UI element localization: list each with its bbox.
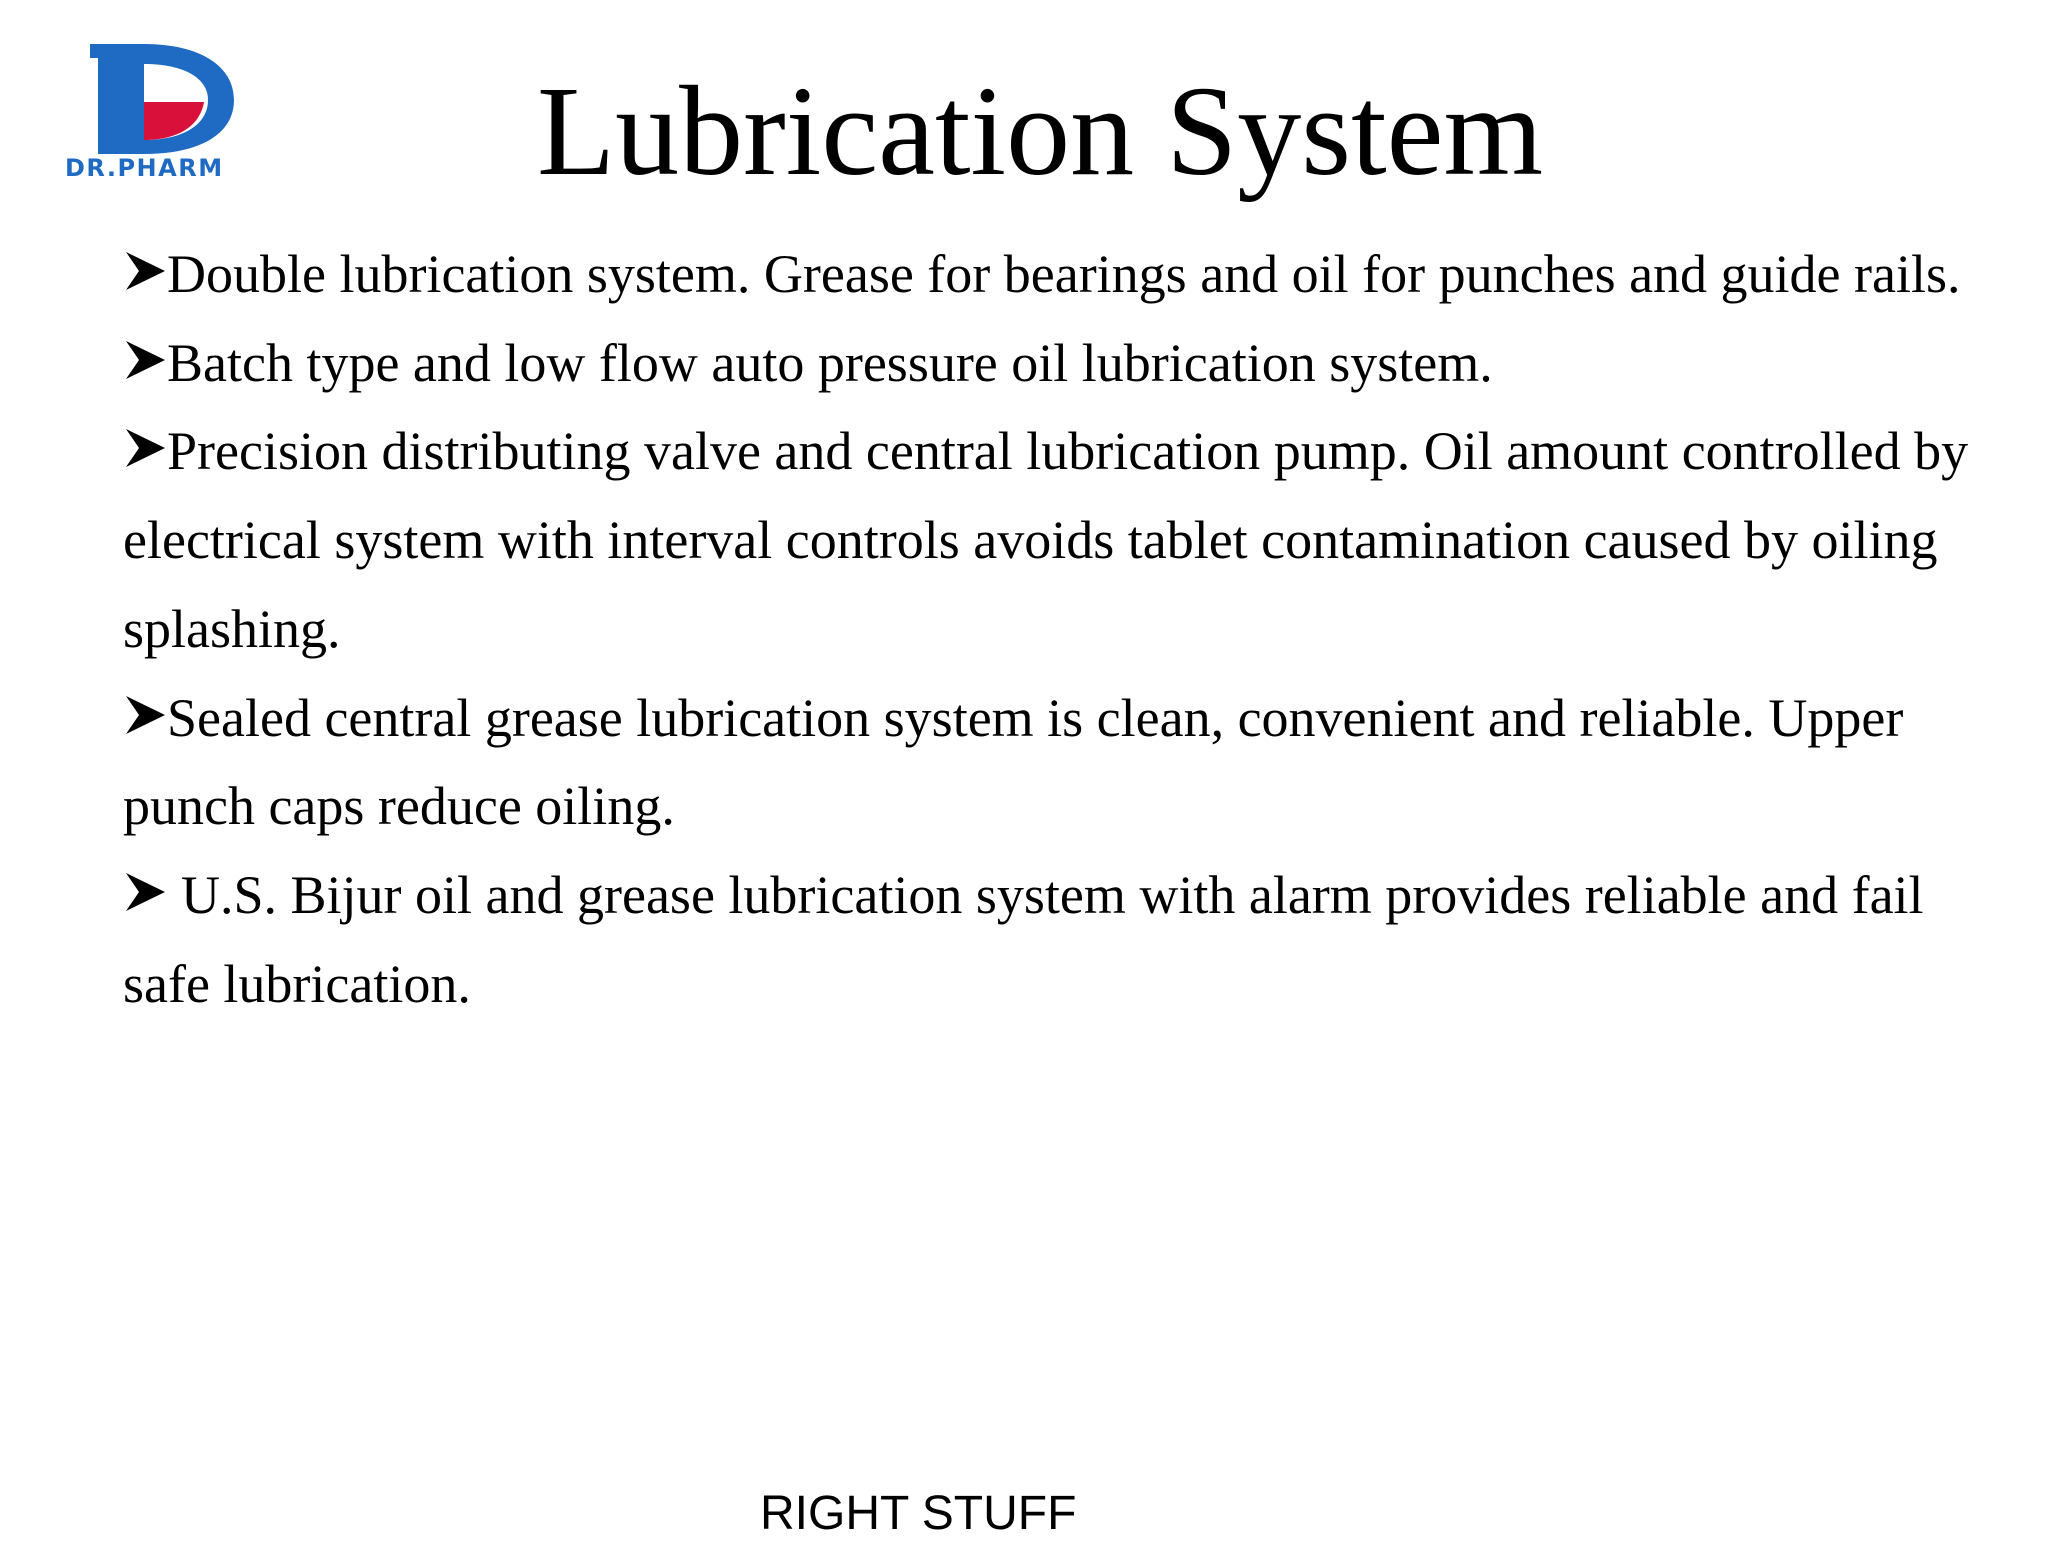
arrowhead-bullet-icon <box>123 425 167 471</box>
slide-title: Lubrication System <box>536 60 1544 202</box>
bullet-item <box>123 230 2003 319</box>
bullet-item <box>123 674 2003 851</box>
bullet-item <box>123 319 2003 408</box>
bullet-text: Batch type and low flow auto pressure oil lubrication system. <box>167 332 1493 393</box>
logo-brand-text: DR.PHARM <box>65 154 224 182</box>
arrowhead-bullet-icon <box>123 337 167 383</box>
footer-text: RIGHT STUFF <box>760 1487 1077 1540</box>
dr-pharm-logo <box>62 36 262 186</box>
bullet-item <box>123 407 2003 673</box>
bullet-text: Double lubrication system. Grease for bearings and oil for punches and guide rails. <box>167 244 1961 304</box>
bullet-list <box>123 230 2003 1028</box>
bullet-text: Sealed central grease lubrication system is clean, convenient and reliable. Upper punch caps reduce oiling. <box>123 687 1904 837</box>
arrowhead-bullet-icon <box>123 869 167 915</box>
bullet-text: U.S. Bijur oil and grease lubrication system with alarm provides reliable and fail safe lubrication. <box>123 864 1924 1014</box>
bullet-item <box>123 851 2003 1028</box>
dr-pharm-logo-icon <box>62 36 242 156</box>
bullet-text: Precision distributing valve and central lubrication pump. Oil amount controlled by electrical system with interval controls avoids tablet contamination caused by oiling splashing. <box>123 421 1969 659</box>
arrowhead-bullet-icon <box>123 248 167 294</box>
arrowhead-bullet-icon <box>123 692 167 738</box>
